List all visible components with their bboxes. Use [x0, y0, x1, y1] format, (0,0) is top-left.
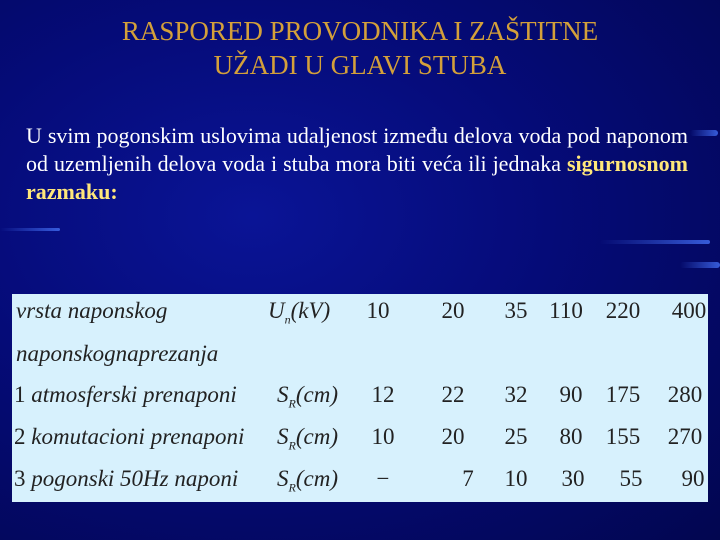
table-cell: 12: [371, 382, 395, 407]
table-cell: 80: [559, 424, 583, 449]
header-value: 35: [504, 298, 528, 323]
body-paragraph: [26, 122, 688, 206]
table-cell: 155: [605, 424, 641, 449]
table-cell: 10: [504, 466, 528, 491]
paragraph-text: U svim pogonskim uslovima udaljenost između delova voda pod naponom od uzemljenih delova voda i stuba mora biti veća ili jednaka: [26, 123, 688, 176]
table-cell: 20: [441, 424, 465, 449]
table-cell: 270: [667, 424, 703, 449]
background-streak: [0, 228, 60, 231]
table-cell: 32: [504, 382, 528, 407]
header-value: 400: [671, 298, 707, 323]
header-value: 20: [441, 298, 465, 323]
table-cell: 90: [559, 382, 583, 407]
row-symbol: $S_R(cm)$: [277, 466, 338, 495]
header-value: 110: [549, 298, 583, 323]
table-row: 3 pogonski 50Hz naponi: [14, 466, 239, 491]
background-streak: [680, 262, 720, 268]
paragraph-highlight: sigurnosnom razmaku: [26, 151, 688, 204]
title-line-2: UŽADI U GLAVI STUBA: [213, 50, 507, 80]
table-cell: 10: [371, 424, 395, 449]
background-streak: [690, 130, 718, 136]
table-cell: −: [376, 466, 390, 491]
header-symbol: $U_n(kV)$: [268, 298, 331, 327]
table-cell: 175: [605, 382, 641, 407]
page-title: [0, 14, 720, 82]
header-value: 220: [605, 298, 641, 323]
header-value: 10: [366, 298, 390, 323]
table-cell: 90: [681, 466, 705, 491]
row-symbol: $S_R(cm)$: [277, 424, 338, 453]
table-cell: 280: [667, 382, 703, 407]
header-label-line2: naponskognaprezanja: [16, 341, 219, 366]
table-row: 1 atmosferski prenaponi: [14, 382, 237, 407]
table-cell: 7: [462, 466, 474, 491]
title-line-1: RASPORED PROVODNIKA I ZAŠTITNE: [121, 16, 599, 46]
background-streak: [600, 240, 710, 244]
table-cell: 22: [441, 382, 465, 407]
paragraph-end: :: [110, 179, 118, 204]
row-symbol: $S_R(cm)$: [277, 382, 338, 411]
clearance-table: [12, 294, 708, 502]
table-cell: 25: [504, 424, 528, 449]
header-label-line1: vrsta naponskog: [16, 298, 168, 323]
table-cell: 30: [561, 466, 585, 491]
table-cell: 55: [619, 466, 643, 491]
table-row: 2 komutacioni prenaponi: [14, 424, 245, 449]
